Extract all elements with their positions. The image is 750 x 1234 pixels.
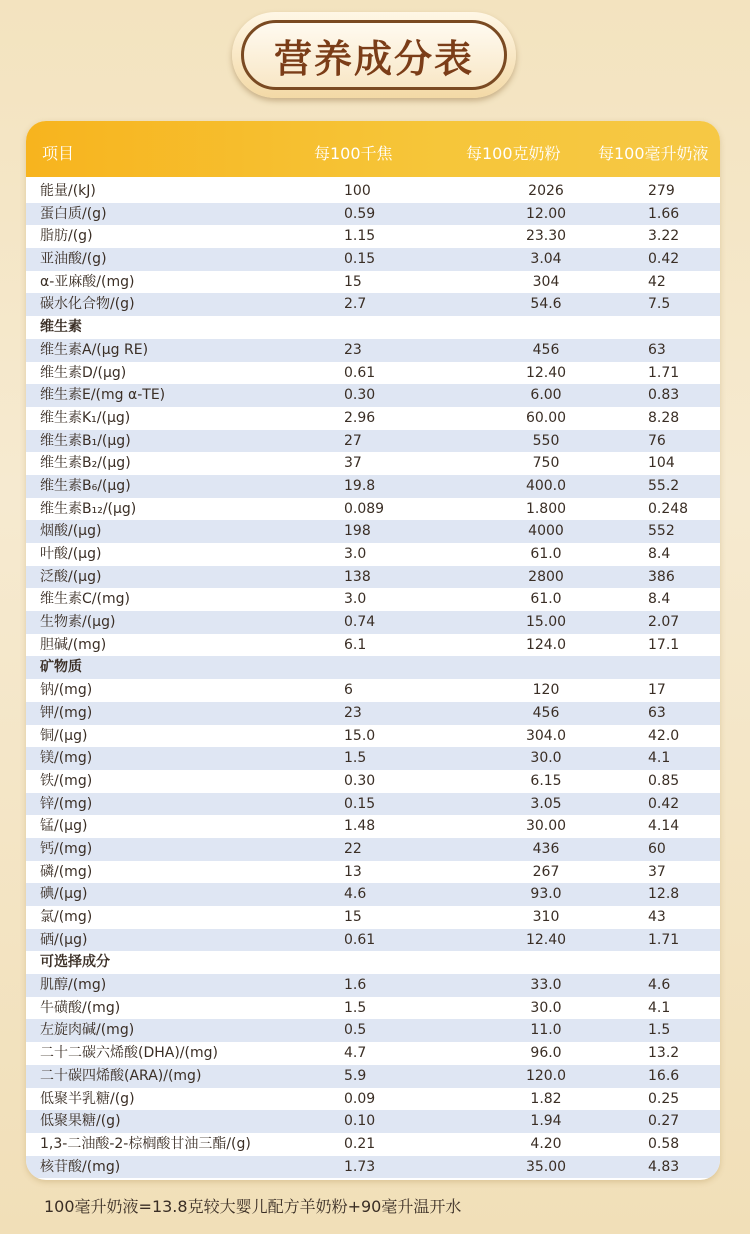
row-per-100g: 550 [532, 432, 560, 449]
row-name: 磷/(mg) [40, 863, 93, 880]
row-per-kj: 0.15 [344, 251, 376, 268]
row-per-kj: 0.61 [344, 931, 376, 948]
row-per-100g: 93.0 [530, 886, 562, 903]
row-name: 1,3-二油酸-2-棕榈酸甘油三酯/(g) [40, 1135, 251, 1152]
row-per-100ml: 12.8 [648, 886, 680, 903]
table-row [26, 1133, 720, 1156]
row-name: 胆碱/(mg) [40, 636, 107, 653]
row-per-100ml: 4.1 [648, 999, 671, 1016]
row-per-100ml: 0.248 [648, 500, 689, 517]
row-per-100g: 15.00 [525, 614, 567, 631]
row-per-100ml: 16.6 [648, 1067, 680, 1084]
row-per-kj: 1.5 [344, 999, 367, 1016]
row-name: 钠/(mg) [40, 682, 93, 699]
table-row [26, 634, 720, 657]
row-name: 维生素A/(μg RE) [40, 341, 149, 358]
table-row [26, 793, 720, 816]
row-name: 低聚果糖/(g) [40, 1113, 121, 1130]
row-per-100g: 54.6 [530, 296, 562, 313]
row-per-kj: 0.74 [344, 614, 376, 631]
section-row [26, 316, 720, 339]
row-per-kj: 0.10 [344, 1113, 376, 1130]
row-per-100ml: 8.4 [648, 591, 671, 608]
row-name: 维生素K₁/(μg) [40, 409, 131, 426]
row-per-kj: 6 [344, 682, 353, 699]
row-per-100ml: 386 [648, 568, 675, 585]
row-per-kj: 1.5 [344, 750, 367, 767]
row-name: 亚油酸/(g) [40, 251, 107, 268]
row-per-100g: 33.0 [530, 977, 562, 994]
row-per-kj: 3.0 [344, 591, 367, 608]
row-per-kj: 13 [344, 863, 362, 880]
row-per-100ml: 552 [648, 523, 675, 540]
table-row [26, 838, 720, 861]
row-per-100g: 30.00 [525, 818, 567, 835]
row-per-kj: 4.7 [344, 1045, 367, 1062]
row-per-100ml: 0.83 [648, 387, 680, 404]
row-per-100ml: 37 [648, 863, 666, 880]
row-per-100g: 304 [532, 273, 560, 290]
table-row [26, 293, 720, 316]
row-per-100g: 3.04 [530, 251, 562, 268]
row-per-100ml: 17.1 [648, 636, 680, 653]
row-name: 泛酸/(μg) [40, 568, 102, 585]
row-per-100g: 2800 [528, 568, 564, 585]
table-row [26, 248, 720, 271]
row-per-kj: 1.6 [344, 977, 367, 994]
row-per-100g: 120.0 [525, 1067, 567, 1084]
row-per-100ml: 1.5 [648, 1022, 671, 1039]
row-name: α-亚麻酸/(mg) [40, 273, 135, 290]
table-row [26, 1065, 720, 1088]
row-per-kj: 4.6 [344, 886, 367, 903]
row-per-100g: 30.0 [530, 999, 562, 1016]
row-per-100ml: 4.6 [648, 977, 671, 994]
row-per-100g: 12.40 [525, 931, 567, 948]
row-name: 左旋肉碱/(mg) [40, 1022, 135, 1039]
table-row [26, 815, 720, 838]
table-row [26, 861, 720, 884]
table-row [26, 203, 720, 226]
row-per-100ml: 0.42 [648, 251, 680, 268]
row-per-100g: 436 [532, 840, 560, 857]
row-name: 维生素D/(μg) [40, 364, 127, 381]
row-per-100ml: 63 [648, 704, 666, 721]
row-per-100ml: 3.22 [648, 228, 680, 245]
title-badge [232, 12, 516, 98]
row-per-100ml: 4.14 [648, 818, 680, 835]
table-row [26, 883, 720, 906]
row-name: 钙/(mg) [40, 840, 93, 857]
row-per-kj: 0.09 [344, 1090, 376, 1107]
row-per-kj: 0.21 [344, 1135, 376, 1152]
row-name: 烟酸/(μg) [40, 523, 102, 540]
row-per-100g: 61.0 [530, 546, 562, 562]
table-row [26, 1156, 720, 1179]
table-row [26, 1042, 720, 1065]
row-per-100g: 4000 [528, 523, 564, 540]
table-row [26, 498, 720, 521]
row-per-100ml: 76 [648, 432, 666, 449]
row-per-100ml: 1.66 [648, 205, 680, 222]
row-per-kj: 19.8 [344, 477, 376, 494]
row-name: 能量/(kJ) [40, 183, 96, 199]
row-per-100ml: 279 [648, 183, 675, 199]
row-name: 生物素/(μg) [40, 614, 116, 631]
row-name: 可选择成分 [40, 954, 110, 971]
row-name: 硒/(μg) [40, 931, 88, 948]
table-row [26, 906, 720, 929]
row-name: 维生素B₂/(μg) [40, 455, 131, 472]
row-per-kj: 23 [344, 704, 362, 721]
row-per-100ml: 42 [648, 273, 666, 290]
row-per-100g: 61.0 [530, 591, 562, 608]
row-per-100g: 4.20 [530, 1135, 562, 1152]
row-per-kj: 0.15 [344, 795, 376, 812]
row-per-100g: 120 [532, 682, 560, 699]
table-row [26, 520, 720, 543]
row-per-100ml: 4.83 [648, 1158, 680, 1175]
row-per-100ml: 8.28 [648, 409, 680, 426]
row-per-kj: 0.30 [344, 772, 376, 789]
row-per-100g: 11.0 [530, 1022, 562, 1039]
row-per-kj: 2.96 [344, 409, 376, 426]
row-per-100g: 1.800 [525, 500, 567, 517]
row-name: 肌醇/(mg) [40, 977, 107, 994]
row-per-kj: 15 [344, 909, 362, 925]
row-per-100g: 23.30 [525, 228, 567, 245]
table-body [26, 180, 720, 1178]
row-name: 氯/(mg) [40, 909, 93, 925]
table-row [26, 543, 720, 566]
row-name: 维生素B₆/(μg) [40, 477, 131, 494]
row-name: 叶酸/(μg) [40, 546, 102, 562]
row-per-100ml: 13.2 [648, 1045, 680, 1062]
row-per-kj: 3.0 [344, 546, 367, 562]
row-per-100g: 12.00 [525, 205, 567, 222]
row-per-kj: 27 [344, 432, 362, 449]
row-name: 铁/(mg) [40, 772, 93, 789]
row-name: 锰/(μg) [40, 818, 88, 835]
row-name: 维生素B₁₂/(μg) [40, 500, 137, 517]
table-row [26, 566, 720, 589]
row-per-kj: 1.48 [344, 818, 376, 835]
table-row [26, 1110, 720, 1133]
table-row [26, 225, 720, 248]
row-per-100ml: 104 [648, 455, 675, 472]
row-per-kj: 1.73 [344, 1158, 376, 1175]
row-name: 锌/(mg) [40, 795, 93, 812]
row-per-kj: 15.0 [344, 727, 376, 744]
row-per-100g: 456 [532, 704, 560, 721]
row-name: 核苷酸/(mg) [40, 1158, 121, 1175]
row-per-100ml: 0.25 [648, 1090, 680, 1107]
header-per-100ml: 每100毫升奶液 [598, 144, 709, 163]
row-per-100g: 30.0 [530, 750, 562, 767]
row-name: 维生素 [40, 319, 82, 336]
section-row [26, 656, 720, 679]
row-per-100ml: 4.1 [648, 750, 671, 767]
row-per-kj: 138 [344, 568, 371, 585]
row-per-100g: 304.0 [525, 727, 567, 744]
row-per-100ml: 17 [648, 682, 666, 699]
row-per-kj: 23 [344, 341, 362, 358]
nutrition-table [26, 121, 720, 1180]
row-per-100g: 456 [532, 341, 560, 358]
table-row [26, 588, 720, 611]
table-row [26, 997, 720, 1020]
table-row [26, 362, 720, 385]
row-name: 碘/(μg) [40, 886, 88, 903]
row-per-kj: 0.30 [344, 387, 376, 404]
row-name: 二十碳四烯酸(ARA)/(mg) [40, 1067, 202, 1084]
row-name: 低聚半乳糖/(g) [40, 1090, 135, 1107]
table-row [26, 271, 720, 294]
row-per-kj: 15 [344, 273, 362, 290]
row-name: 维生素C/(mg) [40, 591, 130, 608]
row-per-100g: 35.00 [525, 1158, 567, 1175]
table-row [26, 430, 720, 453]
row-per-kj: 5.9 [344, 1067, 367, 1084]
row-per-100ml: 0.85 [648, 772, 680, 789]
page-title: 营养成分表 [273, 36, 474, 81]
row-per-100ml: 63 [648, 341, 666, 358]
row-per-kj: 1.15 [344, 228, 376, 245]
row-per-100ml: 7.5 [648, 296, 671, 313]
table-row [26, 679, 720, 702]
table-row [26, 1019, 720, 1042]
row-per-100g: 6.15 [530, 772, 562, 789]
row-name: 钾/(mg) [40, 704, 93, 721]
row-name: 二十二碳六烯酸(DHA)/(mg) [40, 1045, 218, 1062]
row-per-kj: 0.59 [344, 205, 376, 222]
table-row [26, 725, 720, 748]
row-per-kj: 0.089 [344, 500, 385, 517]
table-row [26, 747, 720, 770]
table-row [26, 339, 720, 362]
title-badge-inner [241, 20, 507, 90]
table-row [26, 407, 720, 430]
footer-note: 100毫升奶液=13.8克较大婴儿配方羊奶粉+90毫升温开水 [44, 1197, 462, 1216]
row-per-kj: 37 [344, 455, 362, 472]
row-per-100g: 60.00 [525, 409, 567, 426]
table-row [26, 452, 720, 475]
row-name: 铜/(μg) [40, 727, 88, 744]
row-per-100g: 400.0 [525, 477, 567, 494]
row-per-100ml: 2.07 [648, 614, 680, 631]
row-name: 脂肪/(g) [40, 228, 93, 245]
row-per-100g: 750 [532, 455, 560, 472]
row-per-kj: 198 [344, 523, 371, 540]
row-name: 维生素B₁/(μg) [40, 432, 131, 449]
table-row [26, 384, 720, 407]
row-per-100ml: 43 [648, 909, 666, 925]
row-per-100ml: 60 [648, 840, 666, 857]
table-row [26, 929, 720, 952]
table-header [26, 121, 720, 177]
table-row [26, 475, 720, 498]
row-per-100ml: 55.2 [648, 477, 680, 494]
row-per-100g: 2026 [528, 183, 564, 199]
row-per-100ml: 0.42 [648, 795, 680, 812]
table-row [26, 1088, 720, 1111]
row-name: 碳水化合物/(g) [40, 296, 135, 313]
table-row [26, 702, 720, 725]
row-per-100ml: 42.0 [648, 727, 680, 744]
row-per-100g: 124.0 [525, 636, 567, 653]
section-row [26, 951, 720, 974]
row-name: 镁/(mg) [40, 750, 93, 767]
row-per-kj: 2.7 [344, 296, 367, 313]
row-per-100ml: 1.71 [648, 931, 680, 948]
row-per-100g: 6.00 [530, 387, 562, 404]
row-per-100g: 1.94 [530, 1113, 562, 1130]
row-per-100g: 1.82 [530, 1090, 562, 1107]
row-per-kj: 0.61 [344, 364, 376, 381]
row-per-100g: 310 [532, 909, 560, 925]
row-per-kj: 22 [344, 840, 362, 857]
row-per-100ml: 0.58 [648, 1135, 680, 1152]
row-per-100g: 267 [532, 863, 560, 880]
header-per-kj: 每100千焦 [314, 144, 393, 163]
header-item: 项目 [42, 144, 75, 163]
row-per-100ml: 8.4 [648, 546, 671, 562]
table-row [26, 611, 720, 634]
row-per-100g: 3.05 [530, 795, 562, 812]
table-row [26, 974, 720, 997]
row-per-kj: 100 [344, 183, 371, 199]
row-per-100g: 96.0 [530, 1045, 562, 1062]
row-per-kj: 0.5 [344, 1022, 367, 1039]
row-per-100g: 12.40 [525, 364, 567, 381]
header-per-100g: 每100克奶粉 [466, 144, 561, 163]
row-per-100ml: 0.27 [648, 1113, 680, 1130]
row-name: 牛磺酸/(mg) [40, 999, 121, 1016]
table-row [26, 180, 720, 203]
row-per-kj: 6.1 [344, 636, 367, 653]
row-per-100ml: 1.71 [648, 364, 680, 381]
row-name: 矿物质 [40, 659, 82, 676]
row-name: 维生素E/(mg α-TE) [40, 387, 166, 404]
table-row [26, 770, 720, 793]
row-name: 蛋白质/(g) [40, 205, 107, 222]
